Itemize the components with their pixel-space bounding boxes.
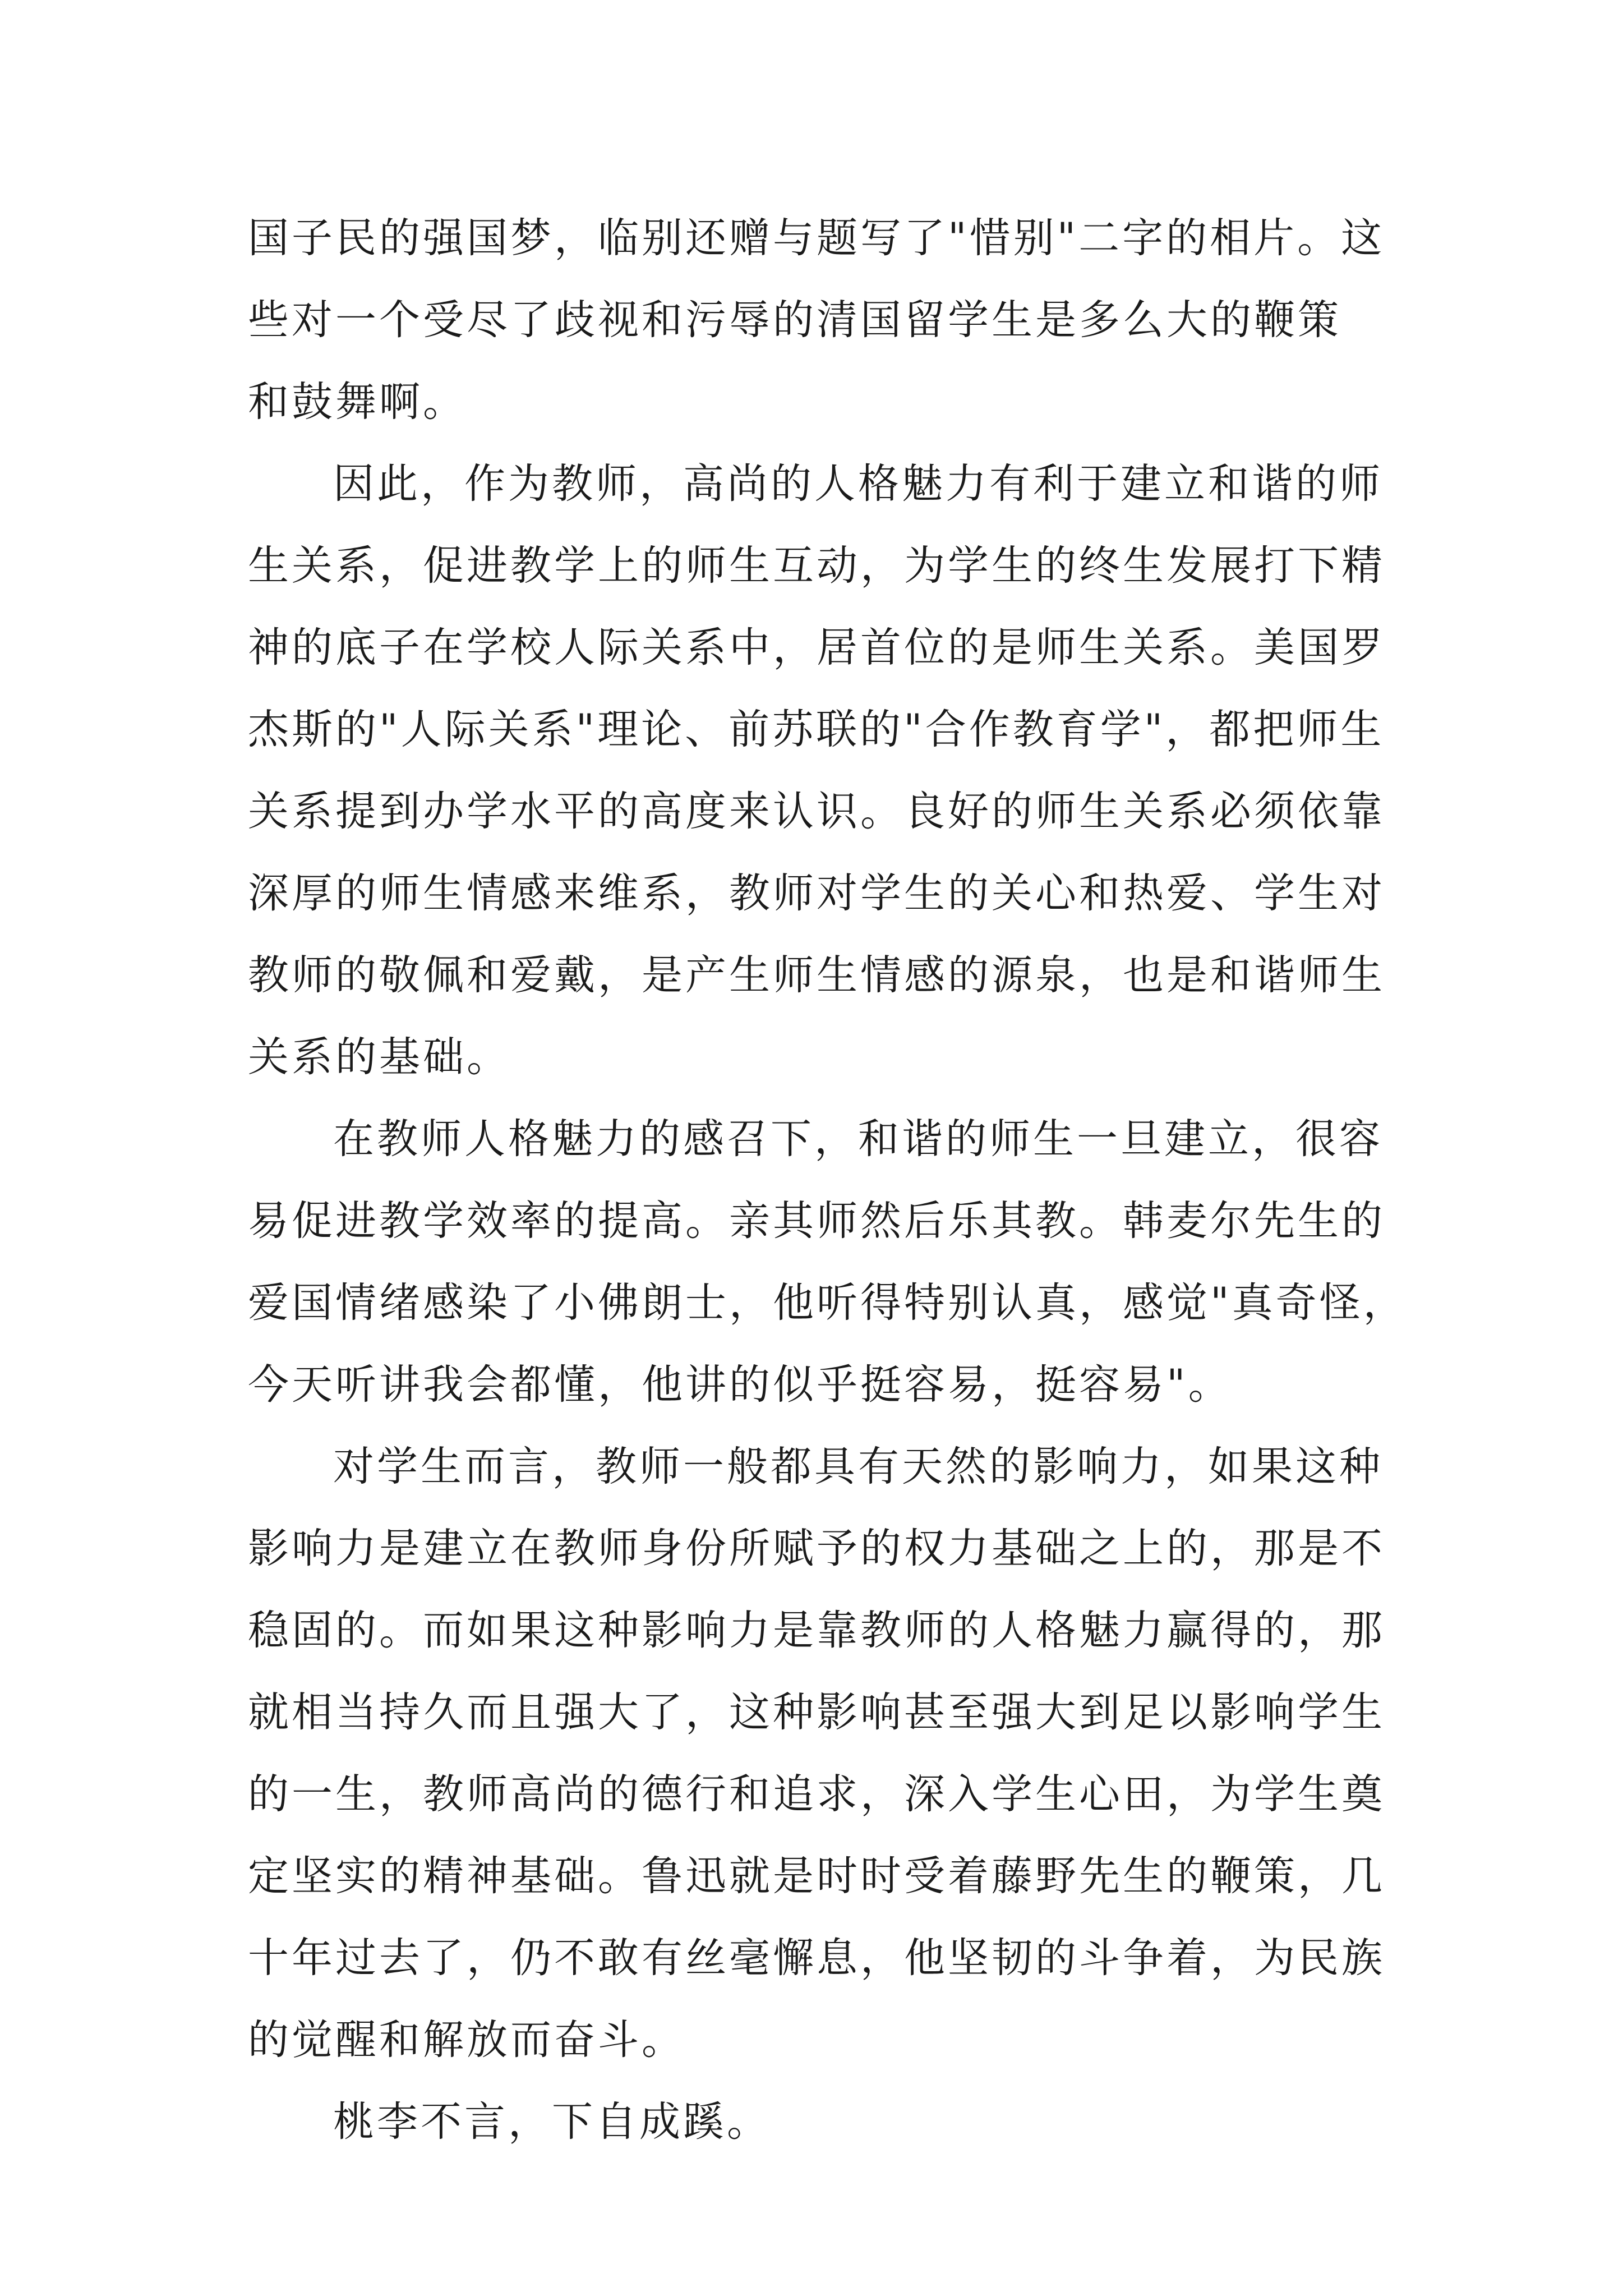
text-line: 国子民的强国梦，临别还赠与题写了"惜别"二字的相片。这 bbox=[248, 214, 1385, 262]
text-line: 关系的基础。 bbox=[248, 1033, 510, 1081]
text-line: 因此，作为教师，高尚的人格魅力有利于建立和谐的师 bbox=[333, 460, 1383, 508]
text-line: 影响力是建立在教师身份所赋予的权力基础之上的，那是不 bbox=[248, 1525, 1385, 1572]
text-line: 和鼓舞啊。 bbox=[248, 378, 467, 426]
paragraph-2 bbox=[248, 443, 1385, 1098]
text-line: 神的底子在学校人际关系中，居首位的是师生关系。美国罗 bbox=[248, 624, 1385, 671]
text-line: 深厚的师生情感来维系，教师对学生的关心和热爱、学生对 bbox=[248, 869, 1385, 917]
document-body bbox=[248, 197, 1407, 2163]
paragraph-1 bbox=[248, 197, 1385, 443]
text-line: 的一生，教师高尚的德行和追求，深入学生心田，为学生奠 bbox=[248, 1770, 1385, 1818]
text-line: 教师的敬佩和爱戴，是产生师生情感的源泉，也是和谐师生 bbox=[248, 951, 1385, 999]
text-line: 生关系，促进教学上的师生互动，为学生的终生发展打下精 bbox=[248, 542, 1385, 590]
text-line: 对学生而言，教师一般都具有天然的影响力，如果这种 bbox=[333, 1443, 1383, 1490]
paragraph-4 bbox=[248, 1426, 1385, 2081]
paragraph-5 bbox=[248, 2081, 1381, 2163]
text-line: 关系提到办学水平的高度来认识。良好的师生关系必须依靠 bbox=[248, 788, 1385, 835]
text-line: 的觉醒和解放而奋斗。 bbox=[248, 2016, 685, 2064]
text-line: 十年过去了，仍不敢有丝毫懈息，他坚韧的斗争着，为民族 bbox=[248, 1934, 1385, 1982]
text-line: 爱国情绪感染了小佛朗士，他听得特别认真，感觉"真奇怪， bbox=[248, 1279, 1407, 1327]
text-line: 桃李不言，下自成蹊。 bbox=[333, 2098, 771, 2146]
text-line: 定坚实的精神基础。鲁迅就是时时受着藤野先生的鞭策，几 bbox=[248, 1852, 1385, 1900]
text-line: 在教师人格魅力的感召下，和谐的师生一旦建立，很容 bbox=[333, 1115, 1383, 1163]
paragraph-3 bbox=[248, 1098, 1407, 1426]
text-line: 今天听讲我会都懂，他讲的似乎挺容易，挺容易"。 bbox=[248, 1361, 1232, 1409]
text-line: 就相当持久而且强大了，这种影响甚至强大到足以影响学生 bbox=[248, 1688, 1385, 1736]
text-line: 稳固的。而如果这种影响力是靠教师的人格魅力赢得的，那 bbox=[248, 1607, 1385, 1654]
text-line: 些对一个受尽了歧视和污辱的清国留学生是多么大的鞭策 bbox=[248, 296, 1341, 344]
text-line: 易促进教学效率的提高。亲其师然后乐其教。韩麦尔先生的 bbox=[248, 1197, 1385, 1245]
text-line: 杰斯的"人际关系"理论、前苏联的"合作教育学"，都把师生 bbox=[248, 706, 1385, 753]
